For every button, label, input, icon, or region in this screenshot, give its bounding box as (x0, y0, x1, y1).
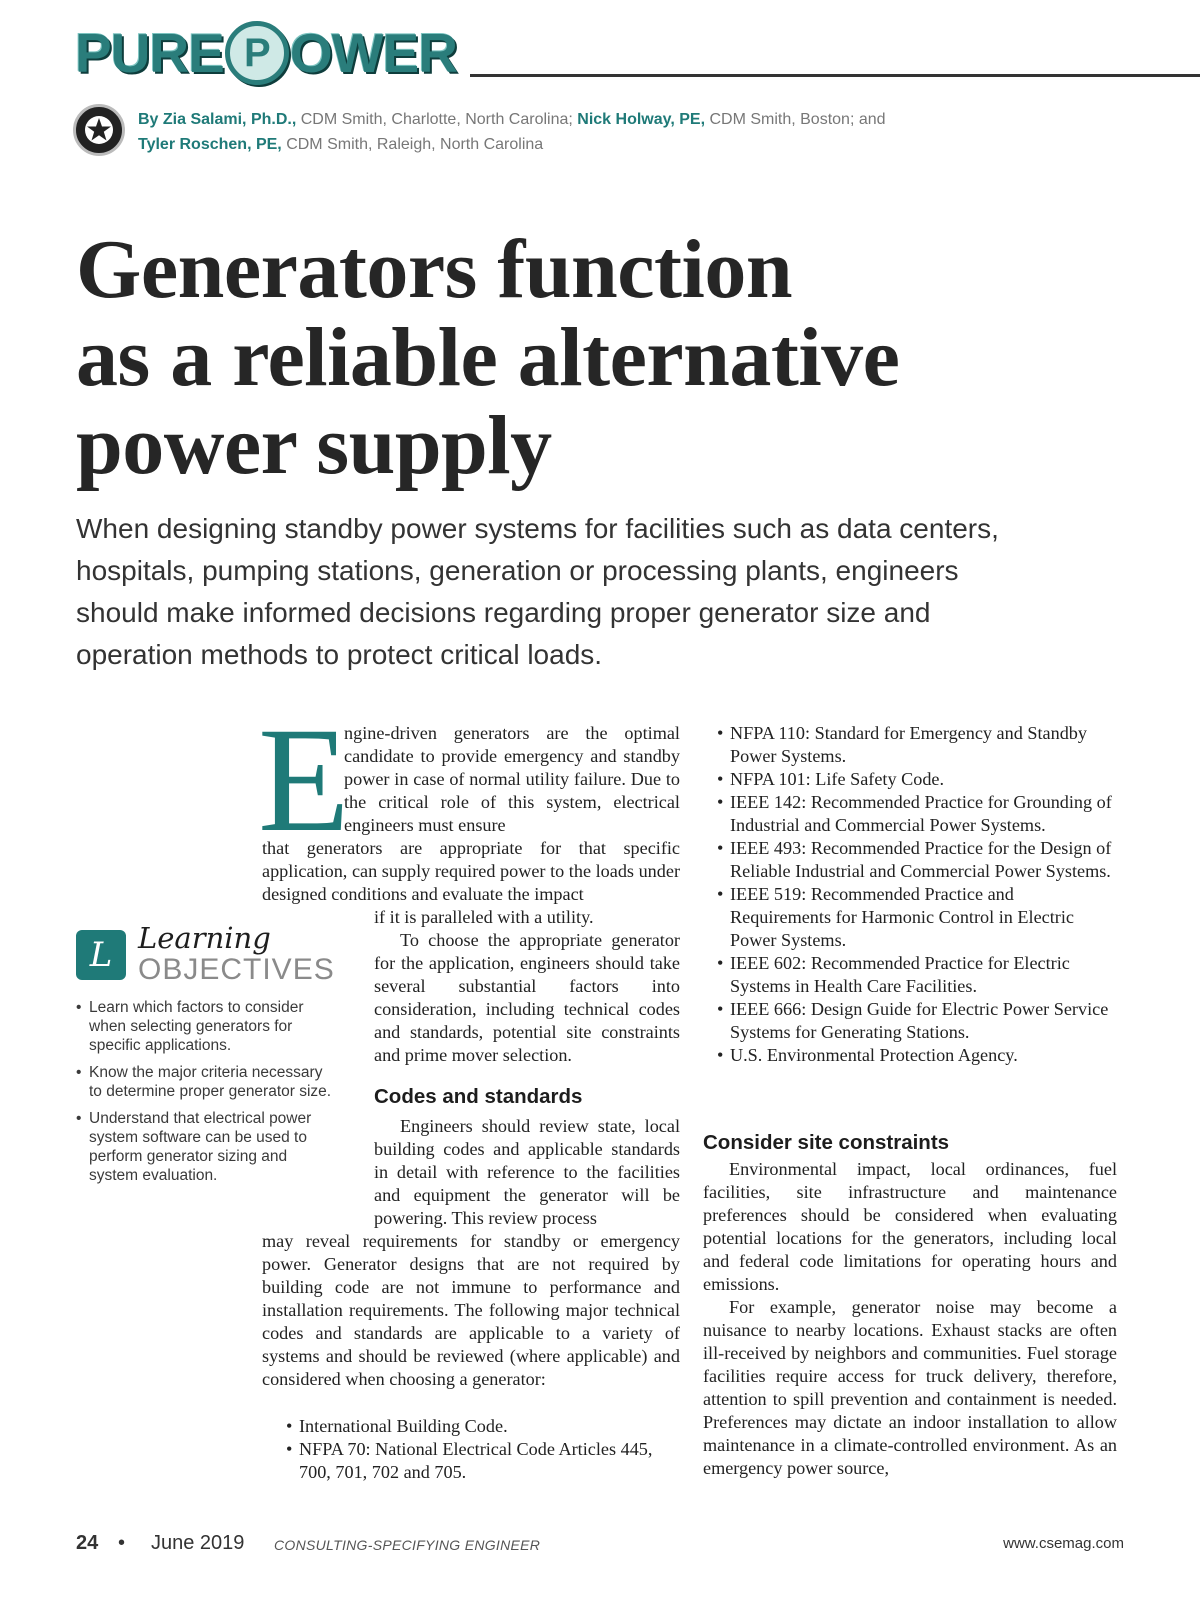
list-item: • Learn which factors to consider when selecting generators for specific applications. (76, 998, 338, 1055)
peer-reviewed-badge (73, 104, 125, 156)
author-name: Tyler Roschen, PE, (138, 136, 282, 153)
intro-text: ngine-driven generators are the optimal candidate to provide emergency and standby power in case of normal utility failure. Due to the critical role of this system, electrical engineers must ensure (344, 723, 680, 835)
intro-paragraph-top (344, 722, 680, 837)
intro-text: if it is paralleled with a utility. (374, 907, 594, 927)
page-number: 24 (76, 1532, 99, 1554)
section-heading-site: Consider site constraints (703, 1131, 950, 1154)
masthead (75, 18, 1200, 88)
intro-paragraph-end (374, 906, 680, 1067)
body-paragraph: Engineers should review state, local building codes and applicable standards in detail with reference to the facilities and equipment the generator will be powering. This review process (374, 1116, 680, 1228)
pure-power-logo (75, 18, 457, 89)
author-name: Nick Holway, PE, (577, 111, 706, 128)
author-name: Zia Salami, Ph.D., (162, 111, 297, 128)
star-seal-icon (76, 107, 122, 153)
codes-list-col1 (286, 1415, 680, 1484)
learning-objectives-title: Learning (138, 921, 271, 955)
headline-line: Generators function (76, 223, 793, 316)
list-item: • IEEE 519: Recommended Practice and Requirements for Harmonic Control in Electric Power Systems. (717, 883, 1117, 952)
codes-paragraph-top (374, 1115, 680, 1230)
list-item: • IEEE 602: Recommended Practice for Electric Systems in Health Care Facilities. (717, 952, 1117, 998)
list-item: • U.S. Environmental Protection Agency. (717, 1044, 1117, 1067)
body-paragraph: For example, generator noise may become a nuisance to nearby locations. Exhaust stacks are often ill-received by neighbors and communities. Fuel storage facilities require access for truck delivery, therefore, attention to spill prevention and containment is needed. Preferences may dictate an indoor installation to allow maintenance in a climate-controlled environment. As an emergency power source, (703, 1297, 1117, 1478)
drop-cap: E (258, 697, 350, 863)
headline-line: as a reliable alternative (76, 311, 900, 404)
body-paragraph: To choose the appropriate generator for the application, engineers should take several substantial factors into consideration, including technical codes and standards, potential site constraints and prime mover selection. (374, 930, 680, 1065)
list-item: • IEEE 493: Recommended Practice for the Design of Reliable Industrial and Commercial Power Systems. (717, 837, 1117, 883)
page-footer (76, 1532, 1124, 1556)
footer-bullet: • (118, 1532, 126, 1554)
site-constraints-body (703, 1158, 1117, 1480)
author-affiliation: CDM Smith, Raleigh, North Carolina (281, 136, 544, 153)
intro-text: that generators are appropriate for that specific application, can supply required power to the loads under designed conditions and evaluate the impact (262, 838, 680, 904)
codes-paragraph-bottom (262, 1230, 680, 1391)
body-paragraph: may reveal requirements for standby or emergency power. Generator designs that are not required by building code are not immune to performance and installation requirements. The following major technical codes and standards are applicable to a variety of systems and should be reviewed (where applicable) and considered when choosing a generator: (262, 1231, 680, 1389)
body-paragraph: Environmental impact, local ordinances, fuel facilities, site infrastructure and maintenance preferences should be considered when evaluating potential locations for the generators, including local and federal code limitations for operating hours and emissions. (703, 1159, 1117, 1294)
author-affiliation: CDM Smith, Charlotte, North Carolina; (296, 111, 578, 128)
logo-text-right: OWER (289, 22, 457, 84)
list-item: • NFPA 70: National Electrical Code Articles 445, 700, 701, 702 and 705. (286, 1438, 680, 1484)
masthead-rule (470, 74, 1200, 77)
learning-objectives-list (76, 998, 338, 1193)
list-item: • IEEE 666: Design Guide for Electric Power Service Systems for Generating Stations. (717, 998, 1117, 1044)
section-heading-codes: Codes and standards (374, 1085, 583, 1108)
list-item: • IEEE 142: Recommended Practice for Grounding of Industrial and Commercial Power Systems. (717, 791, 1117, 837)
deck: When designing standby power systems for facilities such as data centers, hospitals, pumping stations, generation or processing plants, engineers should make informed decisions regarding proper generator size and operation methods to protect critical loads. (76, 513, 999, 670)
byline (138, 107, 1078, 157)
learning-objectives-subtitle: OBJECTIVES (138, 953, 335, 986)
list-item: • NFPA 110: Standard for Emergency and Standby Power Systems. (717, 722, 1117, 768)
intro-paragraph-mid (262, 837, 680, 906)
learning-objectives-badge: L (76, 930, 126, 980)
headline-line: power supply (76, 399, 552, 492)
issue-date: June 2019 (151, 1532, 245, 1554)
list-item: • Know the major criteria necessary to determine proper generator size. (76, 1063, 338, 1101)
website-url: www.csemag.com (1003, 1535, 1124, 1552)
byline-by: By (138, 111, 163, 128)
logo-text-left: PURE (75, 22, 224, 84)
publication-name: CONSULTING-SPECIFYING ENGINEER (274, 1537, 541, 1553)
list-item: • Understand that electrical power system software can be used to perform generator sizing and system evaluation. (76, 1109, 338, 1185)
author-affiliation: CDM Smith, Boston; and (705, 111, 886, 128)
list-item: • International Building Code. (286, 1415, 680, 1438)
list-item: • NFPA 101: Life Safety Code. (717, 768, 1117, 791)
logo-p-ring: P (225, 21, 289, 85)
codes-list-col2 (717, 722, 1117, 1067)
headline (76, 223, 1076, 492)
